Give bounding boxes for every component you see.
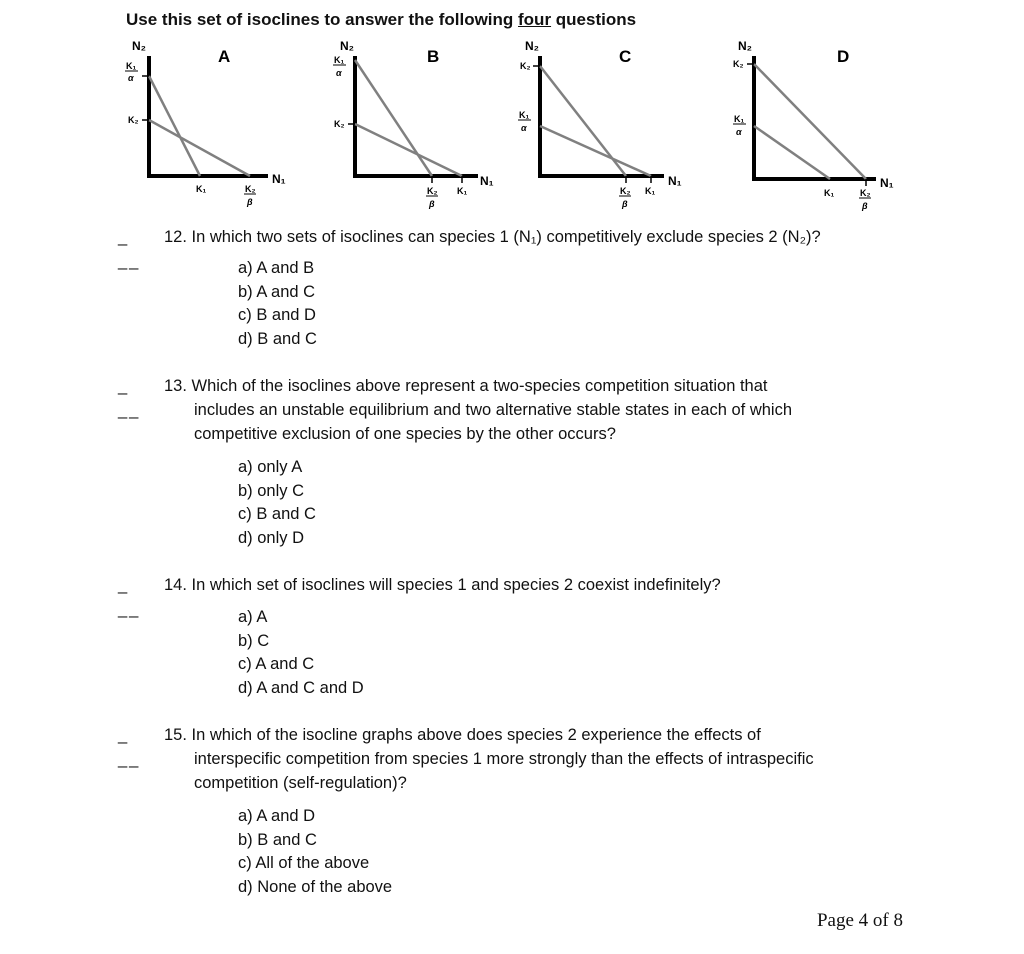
q15-option-d: d) None of the above <box>238 877 393 896</box>
q12-option-d: d) B and C <box>238 329 317 348</box>
graph-a-x-axis-label: N₁ <box>272 172 286 186</box>
graph-a <box>125 39 286 207</box>
q15-option-b: b) B and C <box>238 830 317 849</box>
isocline-graphs-svg <box>0 34 1024 224</box>
question-12-options <box>238 257 317 351</box>
answer-blank-12[interactable]: _ __ <box>118 228 141 270</box>
question-13-line-3: competitive exclusion of one species by the other occurs? <box>194 425 616 443</box>
question-13-options <box>238 456 316 550</box>
graph-a-isocline-2 <box>149 120 250 176</box>
graph-c-xtick-1-den: β <box>622 199 628 209</box>
graph-c-ytick-2-num: K₁ <box>519 110 530 120</box>
graph-a-isocline-1 <box>149 76 200 176</box>
graph-d-isocline-1 <box>754 64 866 179</box>
question-14-text: 14. In which set of isoclines will species 1 and species 2 coexist indefinitely? <box>164 576 721 594</box>
graph-b-isocline-1 <box>355 60 432 176</box>
graph-d-x-axis-label: N₁ <box>880 176 894 190</box>
question-15 <box>118 723 814 792</box>
graph-d-xtick-2-den: β <box>862 201 868 211</box>
q13-option-b: b) only C <box>238 481 305 500</box>
page-number: Page 4 of 8 <box>816 910 903 931</box>
graph-d <box>733 39 894 211</box>
graph-d-ytick-2-num: K₁ <box>734 114 745 124</box>
graph-b <box>333 39 494 209</box>
graph-c-label: C <box>619 47 632 66</box>
graph-b-x-axis-label: N₁ <box>480 174 494 188</box>
q13-option-c: c) B and C <box>238 505 316 523</box>
graph-a-ytick-2: K₂ <box>128 115 139 125</box>
graph-b-isocline-2 <box>355 124 462 176</box>
graph-d-ytick-2-den: α <box>736 127 742 137</box>
graph-c-xtick-1-num: K₂ <box>620 186 631 196</box>
graph-c <box>518 39 682 209</box>
question-14-options <box>238 606 364 700</box>
graph-c-ytick-1: K₂ <box>520 61 531 71</box>
q15-option-c: c) All of the above <box>238 854 370 872</box>
graph-d-y-axis-label: N₂ <box>738 39 752 53</box>
graph-a-xtick-2-den: β <box>247 197 253 207</box>
graph-d-label: D <box>837 47 850 66</box>
graph-b-y-axis-label: N₂ <box>340 39 354 53</box>
graph-d-isocline-2 <box>754 126 830 179</box>
q13-option-a: a) only A <box>238 458 303 476</box>
graph-b-xtick-1-den: β <box>429 199 435 209</box>
q14-option-d: d) A and C and D <box>238 678 364 697</box>
question-15-line-1: 15. In which of the isocline graphs above does species 2 experience the effects of <box>164 726 761 744</box>
q12-option-b: b) A and C <box>238 282 316 301</box>
q14-option-a: a) A <box>238 608 268 626</box>
graph-b-ytick-1-num: K₁ <box>334 55 345 65</box>
graph-a-xtick-2-num: K₂ <box>245 184 256 194</box>
heading-underlined-word: four <box>518 10 552 29</box>
question-15-line-3: competition (self-regulation)? <box>194 774 407 792</box>
answer-blank-13[interactable]: _ __ <box>118 377 141 419</box>
heading-text: Use this set of isoclines to answer the following <box>126 10 519 29</box>
q14-option-b: b) C <box>238 631 270 650</box>
q12-option-a: a) A and B <box>238 259 315 277</box>
graph-b-label: B <box>427 47 440 66</box>
question-15-line-2: interspecific competition from species 1 more strongly than the effects of intraspecific <box>194 750 814 768</box>
graph-b-ytick-1-den: α <box>336 68 342 78</box>
instructions-heading <box>126 10 636 30</box>
graph-c-y-axis-label: N₂ <box>525 39 539 53</box>
graph-a-ytick-1-num: K₁ <box>126 61 137 71</box>
question-12-text: 12. In which two sets of isoclines can species 1 (N₁) competitively exclude species 2 (N₂)? <box>164 228 821 246</box>
question-13-line-2: includes an unstable equilibrium and two alternative stable states in each of which <box>194 401 793 419</box>
question-13-line-1: 13. Which of the isoclines above represent a two-species competition situation that <box>164 377 768 395</box>
graph-c-isocline-2 <box>540 126 651 176</box>
isocline-graphs <box>0 34 1024 224</box>
q12-option-c: c) B and D <box>238 306 316 324</box>
graph-a-xtick-1: K₁ <box>196 184 207 194</box>
graph-a-y-axis-label: N₂ <box>132 39 146 53</box>
question-13 <box>118 374 793 443</box>
graph-b-xtick-2: K₁ <box>457 186 468 196</box>
q13-option-d: d) only D <box>238 528 305 547</box>
q15-option-a: a) A and D <box>238 807 316 825</box>
graph-a-label: A <box>218 47 231 66</box>
graph-d-ytick-1: K₂ <box>733 59 744 69</box>
graph-b-ytick-2: K₂ <box>334 119 345 129</box>
graph-c-x-axis-label: N₁ <box>668 174 682 188</box>
graph-c-xtick-2: K₁ <box>645 186 656 196</box>
q14-option-c: c) A and C <box>238 655 315 673</box>
question-15-options <box>238 805 392 899</box>
graph-d-xtick-1: K₁ <box>824 188 835 198</box>
graph-d-xtick-2-num: K₂ <box>860 188 871 198</box>
heading-text-end: questions <box>551 10 637 29</box>
answer-blank-15[interactable]: _ __ <box>118 726 141 768</box>
graph-a-ytick-1-den: α <box>128 73 134 83</box>
graph-b-xtick-1-num: K₂ <box>427 186 438 196</box>
answer-blank-14[interactable]: _ __ <box>118 576 141 618</box>
graph-c-ytick-2-den: α <box>521 123 527 133</box>
